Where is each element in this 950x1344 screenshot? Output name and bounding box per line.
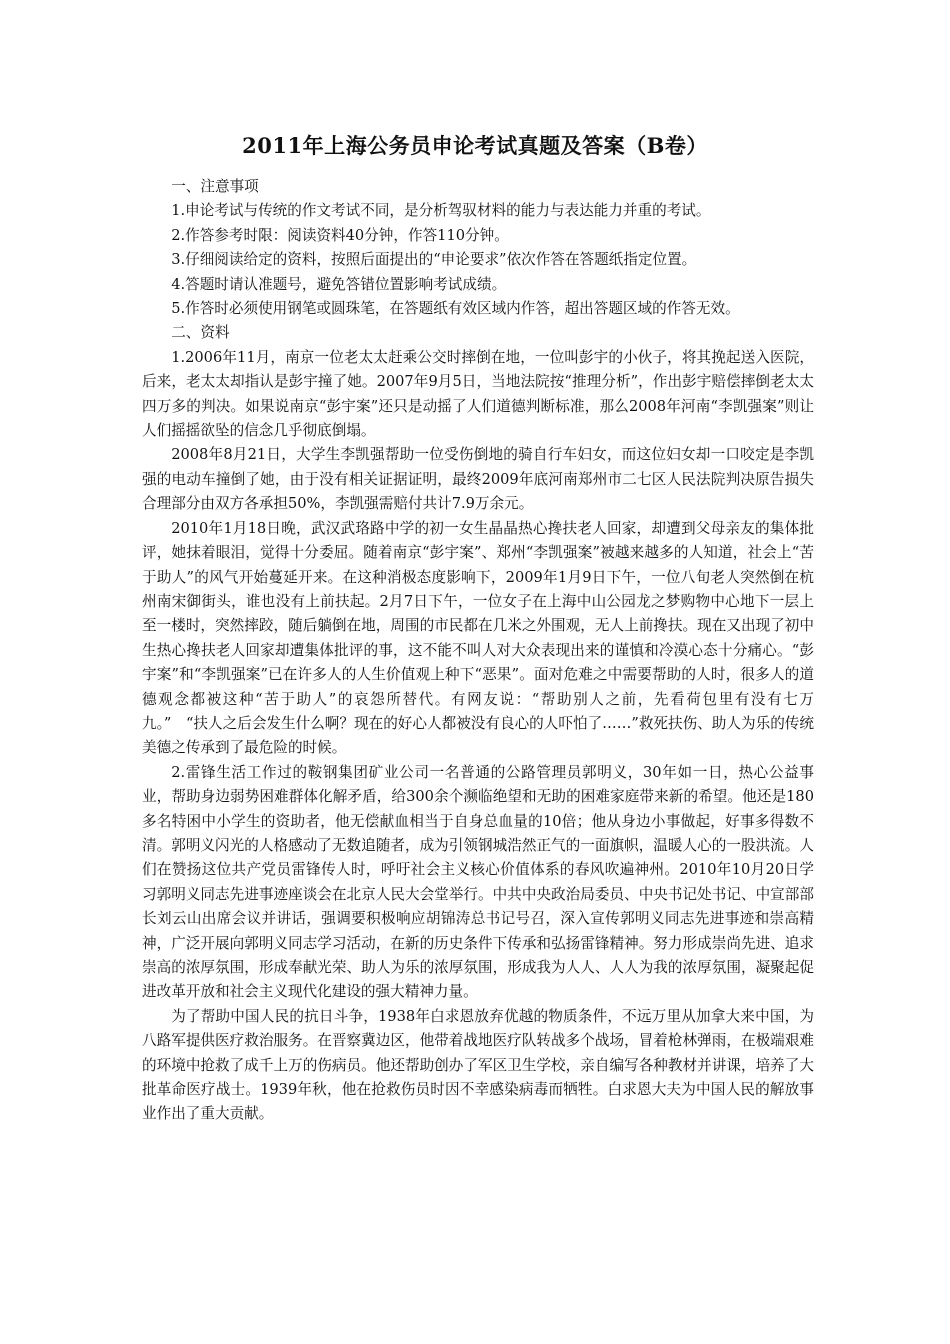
document-body (142, 175, 814, 1127)
note-item-3: 3.仔细阅读给定的资料，按照后面提出的“申论要求”依次作答在答题纸指定位置。 (171, 251, 697, 269)
material-paragraph: 1.2006年11月，南京一位老太太赶乘公交时摔倒在地，一位叫彭宇的小伙子，将其挽起送入医院，后来，老太太却指认是彭宇撞了她。2007年9月5日，当地法院按“推理分析”，作出彭宇赔偿摔倒老太太四万多的判决。如果说南京“彭宇案”还只是动摇了人们道德判断标准，那么2008年河南“李凯强案”则让人们摇摇欲坠的信念几乎彻底倒塌。 (142, 348, 814, 440)
note-item-4: 4.答题时请认准题号，避免答错位置影响考试成绩。 (171, 275, 507, 293)
material-paragraph: 为了帮助中国人民的抗日斗争，1938年白求恩放弃优越的物质条件，不远万里从加拿大来中国，为八路军提供医疗救治服务。在晋察冀边区，他带着战地医疗队转战多个战场，冒着枪林弹雨，在极端艰难的环境中抢救了成千上万的伤病员。他还帮助创办了军区卫生学校，亲自编写各种教材并讲课，培养了大批革命医疗战士。1939年秋，他在抢救伤员时因不幸感染病毒而牺牲。白求恩大夫为中国人民的解放事业作出了重大贡献。 (142, 1007, 814, 1123)
note-item-2: 2.作答参考时限：阅读资料40分钟，作答110分钟。 (171, 226, 509, 244)
section-heading-materials: 二、资料 (171, 324, 230, 342)
material-paragraph: 2.雷锋生活工作过的鞍钢集团矿业公司一名普通的公路管理员郭明义，30年如一日，热心公益事业，帮助身边弱势困难群体化解矛盾，给300余个濒临绝望和无助的困难家庭带来新的希望。他还是180多名特困中小学生的资助者，他无偿献血相当于自身总血量的10倍；他从身边小事做起，好事多得数不清。郭明义闪光的人格感动了无数追随者，成为引领钢城浩然正气的一面旗帜，温暖人心的一股洪流。人们在赞扬这位共产党员雷锋传人时，呼吁社会主义核心价值体系的春风吹遍神州。2010年10月20日学习郭明义同志先进事迹座谈会在北京人民大会堂举行。中共中央政治局委员、中央书记处书记、中宣部部长刘云山出席会议并讲话，强调要积极响应胡锦涛总书记号召，深入宣传郭明义同志先进事迹和崇高精神，广泛开展向郭明义同志学习活动，在新的历史条件下传承和弘扬雷锋精神。努力形成崇尚先进、追求崇高的浓厚氛围，形成奉献光荣、助人为乐的浓厚氛围，形成我为人人、人人为我的浓厚氛围，凝聚起促进改革开放和社会主义现代化建设的强大精神力量。 (142, 763, 814, 1001)
section-heading-notes: 一、注意事项 (171, 178, 259, 195)
note-item-1: 1.申论考试与传统的作文考试不同，是分析驾驭材料的能力与表达能力并重的考试。 (171, 202, 711, 220)
material-paragraph: 2008年8月21日，大学生李凯强帮助一位受伤倒地的骑自行车妇女，而这位妇女却一口咬定是李凯强的电动车撞倒了她，由于没有相关证据证明，最终2009年底河南郑州市二七区人民法院判决原告损失合理部分由双方各承担50%，李凯强需赔付共计7.9万余元。 (142, 446, 814, 513)
material-paragraph: 2010年1月18日晚，武汉武珞路中学的初一女生晶晶热心搀扶老人回家，却遭到父母亲友的集体批评，她抹着眼泪，觉得十分委屈。随着南京“彭宇案”、郑州“李凯强案”被越来越多的人知道，社会上“苦于助人”的风气开始蔓延开来。在这种消极态度影响下，2009年1月9日下午，一位八旬老人突然倒在杭州南宋御街头，谁也没有上前扶起。2月7日下午，一位女子在上海中山公园龙之梦购物中心地下一层上至一楼时，突然摔跤，随后躺倒在地，周围的市民都在几米之外围观，无人上前搀扶。现在又出现了初中生热心搀扶老人回家却遭集体批评的事，这不能不叫人对大众表现出来的谨慎和冷漠心态十分痛心。“彭宇案”和“李凯强案”已在许多人的人生价值观上种下“恶果”。面对危难之中需要帮助的人时，很多人的道德观念都被这种“苦于助人”的哀怨所替代。有网友说：“帮助别人之前，先看荷包里有没有七万九。” “扶人之后会发生什么啊？现在的好心人都被没有良心的人吓怕了……”救死扶伤、助人为乐的传统美德之传承到了最危险的时候。 (142, 519, 814, 757)
document-title: 2011年上海公务员申论考试真题及答案（B卷） (242, 133, 708, 158)
note-item-5: 5.作答时必须使用钢笔或圆珠笔，在答题纸有效区域内作答，超出答题区域的作答无效。 (171, 300, 740, 318)
